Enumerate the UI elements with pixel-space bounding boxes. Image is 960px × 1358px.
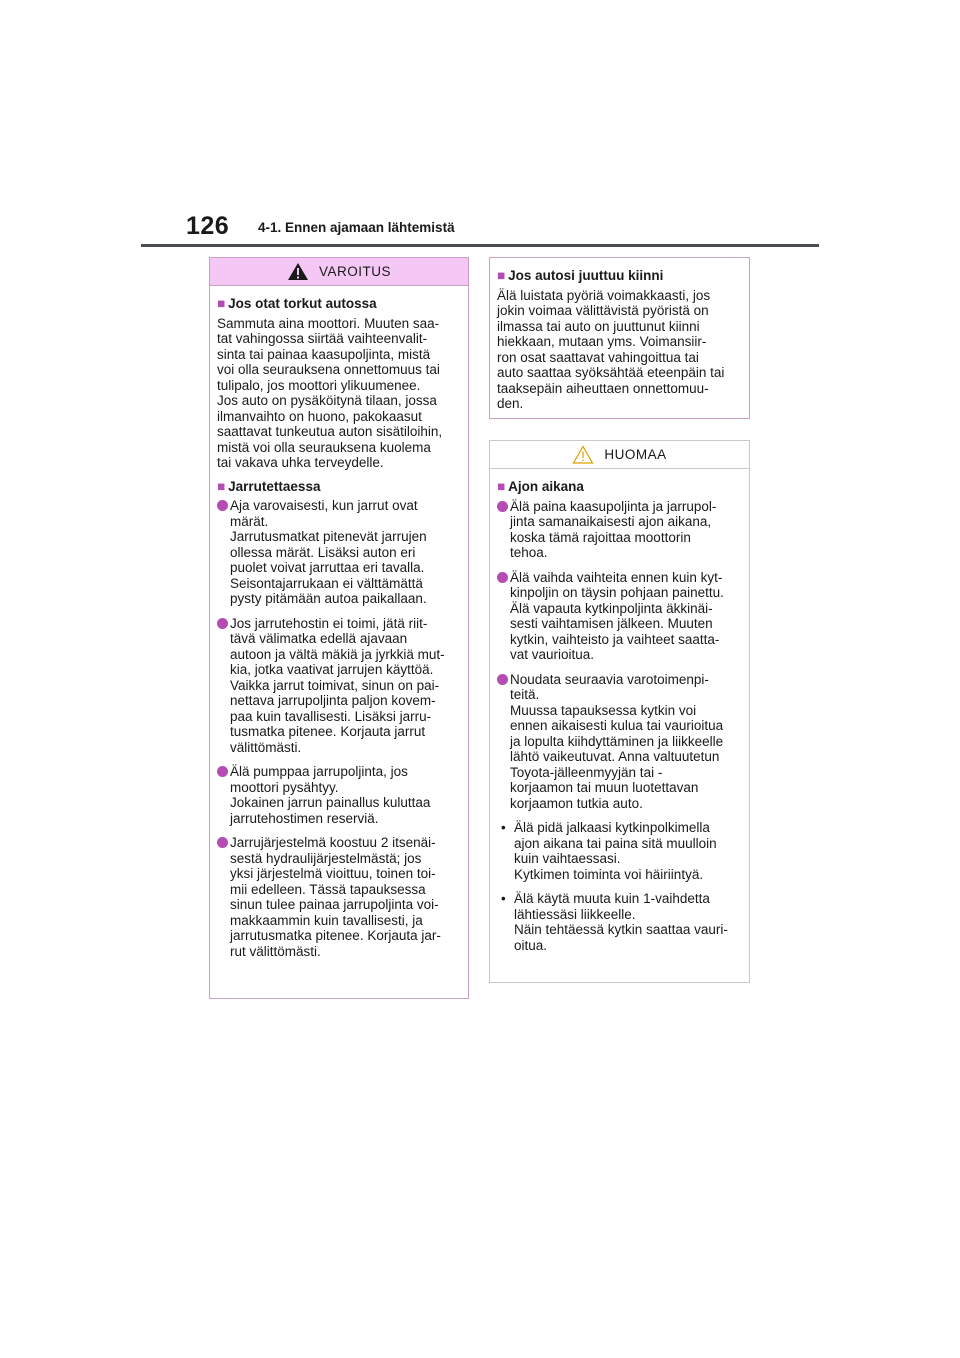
text-line: Vaikka jarrut toimivat, sinun on pai- xyxy=(230,677,440,693)
text-line: Sammuta aina moottori. Muuten saa- xyxy=(217,315,440,331)
notice-title: HUOMAA xyxy=(604,447,667,462)
text-line: jarrutehostimen reserviä. xyxy=(230,810,379,826)
bullet-item xyxy=(497,820,742,882)
text-line: Jarrutusmatkat pitenevät jarrujen xyxy=(230,529,427,544)
round-bullet-icon xyxy=(497,674,508,685)
text-line: tulipalo, jos moottori ylikuumenee. xyxy=(217,377,421,393)
text-line: mistä voi olla seurauksena kuolema xyxy=(217,439,431,455)
text-line: Jarrujärjestelmä koostuu 2 itsenäi- xyxy=(230,835,436,850)
warning-braking-list xyxy=(217,498,461,959)
round-bullet-icon xyxy=(217,837,228,848)
square-bullet-icon: ■ xyxy=(497,268,506,283)
text-line: Kytkimen toiminta voi häiriintyä. xyxy=(514,866,704,882)
text-line: makkaammin kuin tavallisesti, ja xyxy=(230,912,423,928)
text-line: kuin vaihtaessasi. xyxy=(514,851,621,866)
text-line: taaksepäin aiheuttaen onnettomuu- xyxy=(497,380,709,396)
notice-subhead: ■ Ajon aikana xyxy=(497,479,584,494)
text-line: ennen aikaisesti kulua tai vaurioitua xyxy=(510,718,724,733)
text-line: Älä vaihda vaihteita ennen kuin kyt- xyxy=(510,569,723,585)
text-line: ollessa märät. Lisäksi auton eri xyxy=(230,544,416,560)
warning-box xyxy=(209,257,469,999)
bullet-icon: • xyxy=(501,891,506,906)
list-item xyxy=(497,499,742,561)
text-line: paa kuin tavallisesti. Lisäksi jarru- xyxy=(230,708,432,724)
bullet-item xyxy=(497,891,742,953)
stuck-subhead: ■ Jos autosi juuttuu kiinni xyxy=(497,268,664,283)
warning-nap-text xyxy=(217,316,461,471)
warning-subhead-braking: ■ Jarrutettaessa xyxy=(217,478,321,494)
text-line: hiekkaan, mutaan yms. Voimansiir- xyxy=(497,334,707,349)
notice-header xyxy=(490,441,749,469)
round-bullet-icon xyxy=(217,500,228,511)
text-line: ilmanvaihto on huono, pakokaasut xyxy=(217,408,422,424)
text-line: rut välittömästi. xyxy=(230,943,321,959)
section-title: 4-1. Ennen ajamaan lähtemistä xyxy=(258,220,455,235)
text-line: Muussa tapauksessa kytkin voi xyxy=(510,702,697,718)
notice-body xyxy=(490,469,749,968)
notice-box xyxy=(489,440,750,983)
notice-bullet-list xyxy=(497,820,742,953)
text-line: kinpoljin on täysin pohjaan painettu. xyxy=(510,585,724,600)
square-bullet-icon: ■ xyxy=(217,296,226,311)
text-line: koska tämä rajoittaa moottorin xyxy=(510,529,691,545)
notice-item-list xyxy=(497,499,742,812)
square-bullet-icon: ■ xyxy=(497,479,506,494)
text-line: korjaamon tutkia auto. xyxy=(510,795,643,811)
text-line: ilmassa tai auto on juuttunut kiinni xyxy=(497,318,700,334)
page-number: 126 xyxy=(186,212,230,240)
bullet-icon: • xyxy=(501,820,506,835)
square-bullet-icon: ■ xyxy=(217,478,226,494)
text-line: Älä vapauta kytkinpoljinta äkkinäi- xyxy=(510,600,713,616)
text-line: Älä paina kaasupoljinta ja jarrupol- xyxy=(510,498,717,514)
text-line: korjaamon tai muun luotettavan xyxy=(510,780,699,795)
text-line: teitä. xyxy=(510,687,540,702)
text-line: Älä pidä jalkaasi kytkinpolkimella xyxy=(514,820,710,835)
list-item xyxy=(217,616,461,756)
warning-title: VAROITUS xyxy=(318,264,391,279)
stuck-box xyxy=(489,257,750,419)
text-line: sesti vaihtamisen jälkeen. Muuten xyxy=(510,616,713,631)
header-rule xyxy=(141,244,819,247)
text-line: ajon aikana tai paina sitä muulloin xyxy=(514,835,717,851)
text-line: saattavat tunkeutua auton sisätiloihin, xyxy=(217,424,443,439)
text-line: jinta samanaikaisesti ajon aikana, xyxy=(510,514,712,529)
list-item xyxy=(217,764,461,826)
text-line: tävä välimatka edellä ajavaan xyxy=(230,631,408,646)
text-line: Toyota-jälleenmyyjän tai - xyxy=(510,764,663,780)
text-line: Älä käytä muuta kuin 1-vaihdetta xyxy=(514,891,710,906)
text-line: Aja varovaisesti, kun jarrut ovat xyxy=(230,498,418,513)
text-line: voi olla seurauksena onnettomuus tai xyxy=(217,362,440,377)
stuck-body xyxy=(490,258,749,426)
text-line: tai vakava uhka terveydelle. xyxy=(217,455,384,470)
text-line: sestä hydraulijärjestelmästä; jos xyxy=(230,850,422,866)
text-line: Jokainen jarrun painallus kuluttaa xyxy=(230,795,431,810)
text-line: Noudata seuraavia varotoimenpi- xyxy=(510,671,709,687)
list-item xyxy=(497,570,742,663)
text-line: Näin tehtäessä kytkin saattaa vauri- xyxy=(514,922,728,937)
text-line: välittömästi. xyxy=(230,739,302,755)
text-line: lähtö vaikeutuvat. Anna valtuutetun xyxy=(510,749,720,764)
text-line: vat vaurioitua. xyxy=(510,647,595,662)
text-line: lähtiessäsi liikkeelle. xyxy=(514,906,636,922)
warning-triangle-icon xyxy=(287,262,309,281)
text-line: autoon ja vältä mäkiä ja jyrkkiä mut- xyxy=(230,646,445,662)
warning-header xyxy=(210,258,468,286)
text-line: tusmatka pitenee. Korjauta jarrut xyxy=(230,724,426,739)
text-line: auto saattaa syöksähtää eteenpäin tai xyxy=(497,365,725,380)
round-bullet-icon xyxy=(497,572,508,583)
round-bullet-icon xyxy=(497,501,508,512)
text-line: ja lopulta kiihdyttäminen ja liikkeelle xyxy=(510,733,724,749)
text-line: jarrutusmatka pitenee. Korjauta jar- xyxy=(230,928,441,943)
text-line: den. xyxy=(497,396,524,411)
text-line: Älä pumppaa jarrupoljinta, jos xyxy=(230,764,408,779)
text-line: moottori pysähtyy. xyxy=(230,779,339,795)
text-line: yksi järjestelmä vioittuu, toinen toi- xyxy=(230,866,436,881)
list-item xyxy=(217,835,461,959)
text-line: mii edelleen. Tässä tapauksessa xyxy=(230,881,426,897)
text-line: tat vahingossa siirtää vaihteenvalit- xyxy=(217,331,428,346)
text-line: jokin voimaa välittävistä pyöristä on xyxy=(497,303,709,318)
text-line: tehoa. xyxy=(510,545,548,560)
text-line: puolet voivat jarruttaa eri tavalla. xyxy=(230,560,425,575)
text-line: Seisontajarrukaan ei välttämättä xyxy=(230,575,423,591)
text-line: märät. xyxy=(230,513,269,529)
list-item xyxy=(217,498,461,607)
text-line: kia, jotka vaativat jarrujen käyttöä. xyxy=(230,662,434,677)
text-line: Jos auto on pysäköitynä tilaan, jossa xyxy=(217,393,437,408)
text-line: kytkin, vaihteisto ja vaihteet saatta- xyxy=(510,631,720,647)
round-bullet-icon xyxy=(217,618,228,629)
text-line: oitua. xyxy=(514,937,548,953)
caution-triangle-icon xyxy=(572,445,594,464)
text-line: sinta tai painaa kaasupoljinta, mistä xyxy=(217,346,431,362)
text-line: Älä luistata pyöriä voimakkaasti, jos xyxy=(497,287,711,303)
list-item xyxy=(497,672,742,812)
text-line: ron osat saattavat vahingoittua tai xyxy=(497,349,699,365)
warning-subhead-nap: ■ Jos otat torkut autossa xyxy=(217,296,377,311)
text-line: Jos jarrutehostin ei toimi, jätä riit- xyxy=(230,615,428,631)
stuck-text xyxy=(497,288,742,412)
warning-body xyxy=(210,286,468,974)
text-line: sinun tulee painaa jarrupoljinta voi- xyxy=(230,897,439,912)
round-bullet-icon xyxy=(217,766,228,777)
text-line: nettava jarrupoljinta paljon kovem- xyxy=(230,693,436,708)
text-line: pysty pitämään autoa paikallaan. xyxy=(230,591,427,606)
